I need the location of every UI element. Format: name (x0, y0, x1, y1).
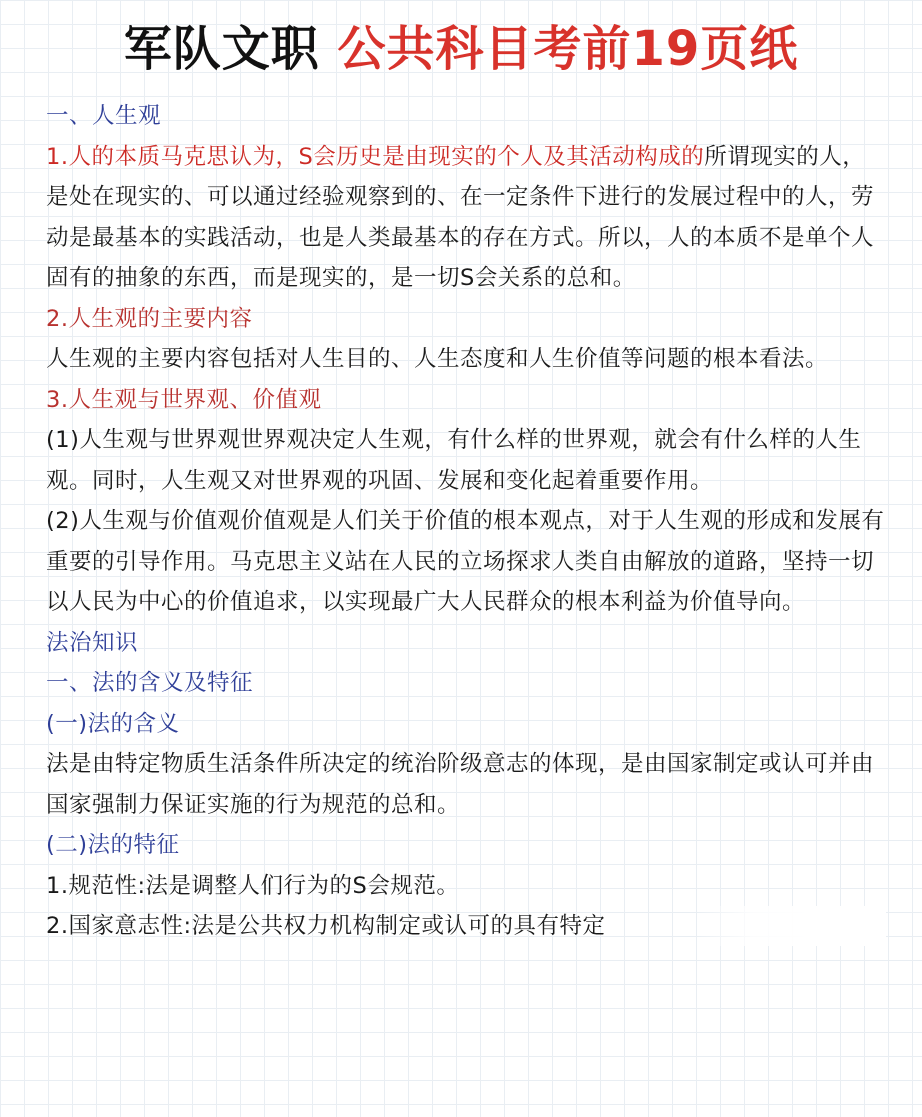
document-body (46, 96, 886, 947)
heading-fa-tezheng: (二)法的特征 (46, 832, 180, 858)
paragraph-fa-hanyi: 法是由特定物质生活条件所决定的统治阶级意志的体现，是由国家制定或认可并由国家强制力保证实施的行为规范的总和。 (46, 751, 875, 818)
paragraph-shijieguan: (1)人生观与世界观世界观决定人生观，有什么样的世界观，就会有什么样的人生观。同时，人生观又对世界观的巩固、发展和变化起着重要作用。 (46, 427, 862, 494)
paragraph-jiazhiguan: (2)人生观与价值观价值观是人们关于价值的根本观点，对于人生观的形成和发展有重要的引导作用。马克思主义站在人民的立场探求人类自由解放的道路，坚持一切以人民为中心的价值追求，以实现最广大人民群众的根本利益为价值导向。 (46, 508, 885, 615)
heading-rensheng-shijie: 3.人生观与世界观、价值观 (46, 386, 322, 413)
item-guojia-yizhixing: 2.国家意志性:法是公共权力机构制定或认可的具有特定 (46, 913, 606, 939)
paragraph-ren-benzhi-highlight: 1.人的本质马克思认为，S会历史是由现实的个人及其活动构成的 (46, 143, 705, 170)
paragraph-ren-benzhi (46, 137, 886, 299)
title-red-part: 公共科目考前19页纸 (337, 21, 799, 77)
paragraph-ren-benzhi-body: 所谓现实的人，是处在现实的、可以通过经验观察到的、在一定条件下进行的发展过程中的人，劳动是最基本的实践活动，也是人类最基本的存在方式。所以，人的本质不是单个人固有的抽象的东西，而是现实的，是一切S会关系的总和。 (46, 143, 875, 291)
paragraph-rensheng-content: 人生观的主要内容包括对人生目的、人生态度和人生价值等问题的根本看法。 (46, 346, 829, 372)
page-title (0, 14, 922, 84)
heading-fa-hanyi: (一)法的含义 (46, 710, 180, 737)
heading-rensheng-content: 2.人生观的主要内容 (46, 305, 253, 332)
heading-rensheng: 一、人生观 (46, 103, 162, 129)
heading-fazhi: 法治知识 (46, 629, 139, 656)
fade-overlay (696, 906, 886, 946)
title-black-part: 军队文职 (123, 21, 320, 77)
item-guifanxing: 1.规范性:法是调整人们行为的S会规范。 (46, 872, 460, 899)
item-guojia-yizhixing-row (46, 906, 886, 947)
heading-fa-hanyi-tezheng: 一、法的含义及特征 (46, 670, 254, 696)
